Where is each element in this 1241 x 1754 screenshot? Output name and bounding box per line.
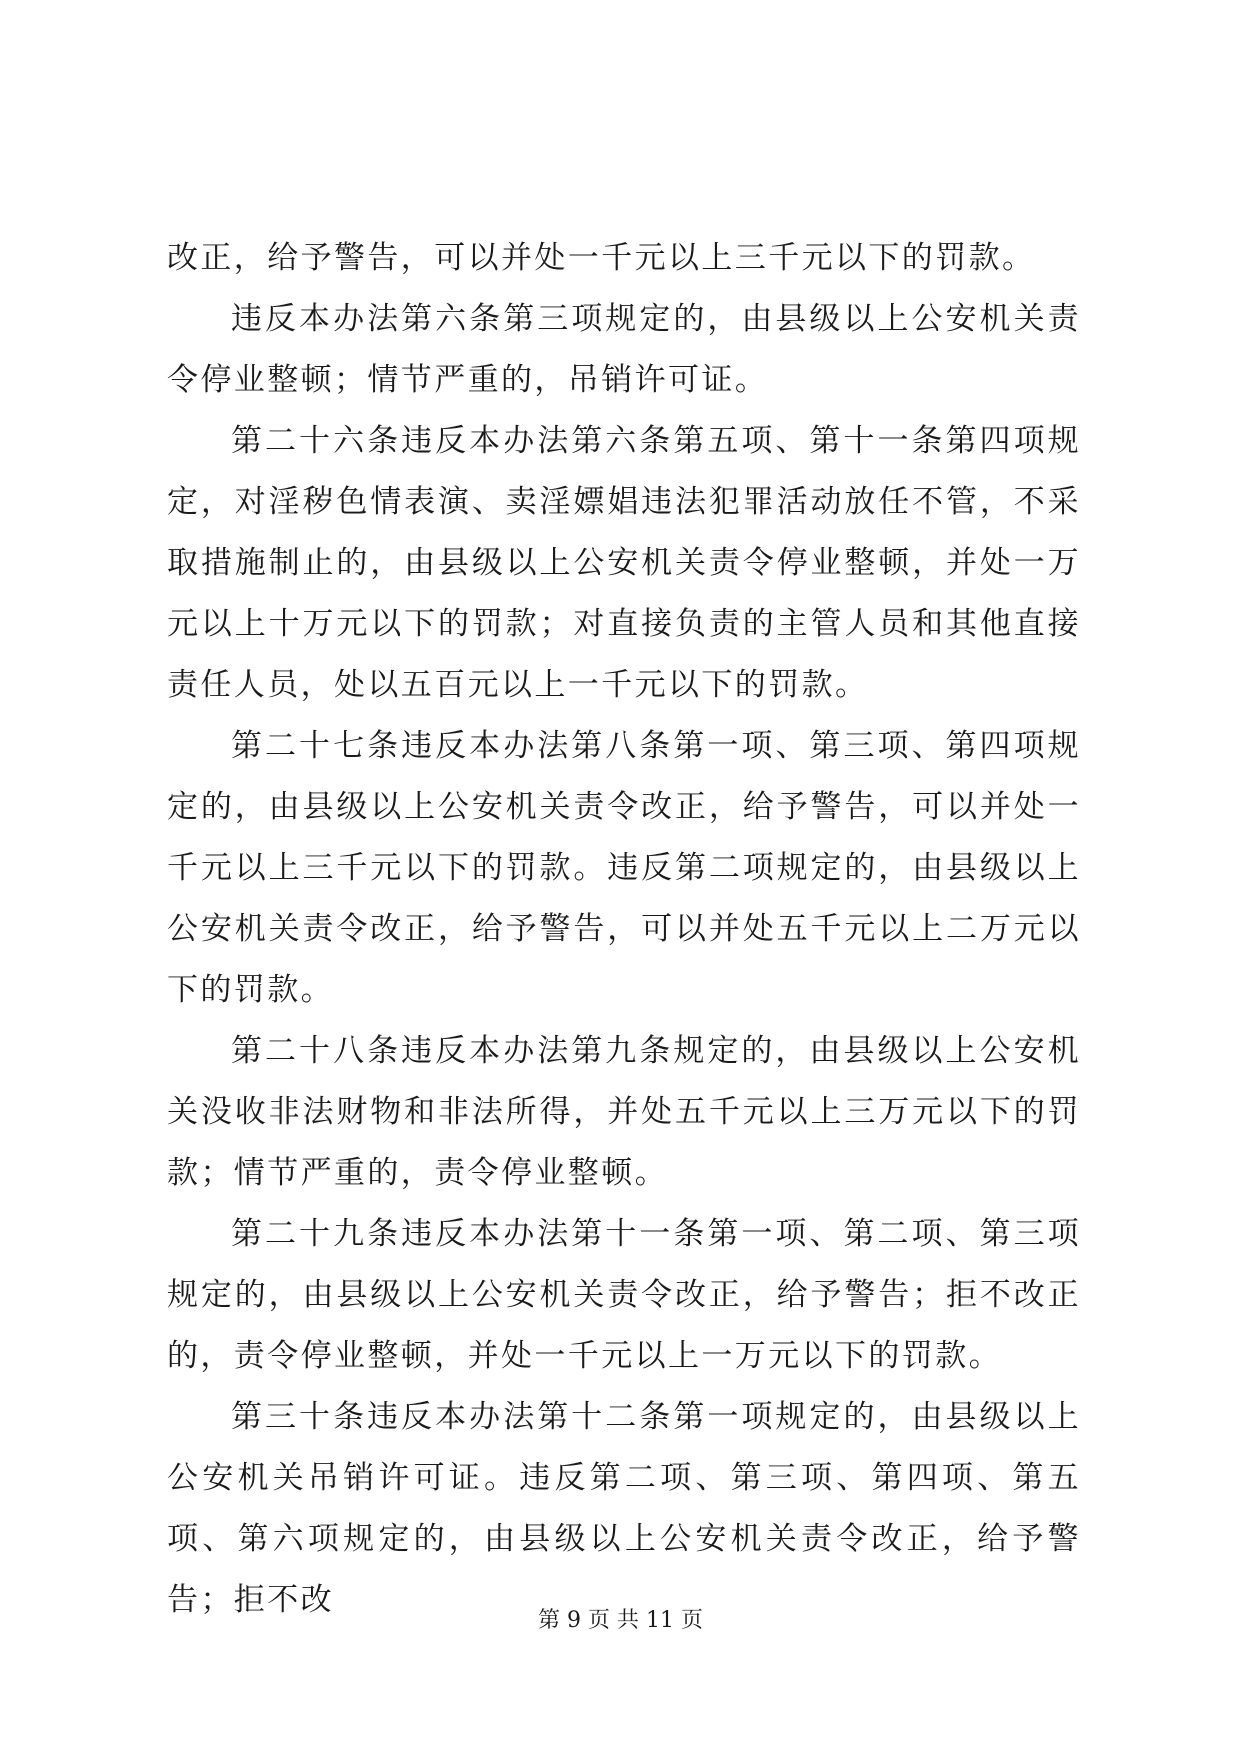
- paragraph-article-28: 第二十八条违反本办法第九条规定的，由县级以上公安机关没收非法财物和非法所得，并处五千元以上三万元以下的罚款；情节严重的，责令停业整顿。: [167, 1033, 1081, 1191]
- paragraph-article-26: 第二十六条违反本办法第六条第五项、第十一条第四项规定，对淫秽色情表演、卖淫嫖娼违法犯罪活动放任不管，不采取措施制止的，由县级以上公安机关责令停业整顿，并处一万元以上十万元以下的罚款；对直接负责的主管人员和其他直接责任人员，处以五百元以上一千元以下的罚款。: [167, 423, 1081, 703]
- page-number-footer: 第 9 页 共 11 页: [538, 1608, 703, 1633]
- paragraph-2: 违反本办法第六条第三项规定的，由县级以上公安机关责令停业整顿；情节严重的，吊销许可证。: [167, 301, 1081, 398]
- paragraph-article-30: 第三十条违反本办法第十二条第一项规定的，由县级以上公安机关吊销许可证。违反第二项、第三项、第四项、第五项、第六项规定的，由县级以上公安机关责令改正，给予警告；拒不改: [167, 1399, 1081, 1618]
- paragraph-article-29: 第二十九条违反本办法第十一条第一项、第二项、第三项规定的，由县级以上公安机关责令改正，给予警告；拒不改正的，责令停业整顿，并处一千元以上一万元以下的罚款。: [167, 1216, 1081, 1374]
- document-body: [167, 228, 1081, 1631]
- paragraph-article-27: 第二十七条违反本办法第八条第一项、第三项、第四项规定的，由县级以上公安机关责令改正，给予警告，可以并处一千元以上三千元以下的罚款。违反第二项规定的，由县级以上公安机关责令改正，给予警告，可以并处五千元以上二万元以下的罚款。: [167, 728, 1081, 1008]
- paragraph-1: 改正，给予警告，可以并处一千元以上三千元以下的罚款。: [167, 240, 1036, 276]
